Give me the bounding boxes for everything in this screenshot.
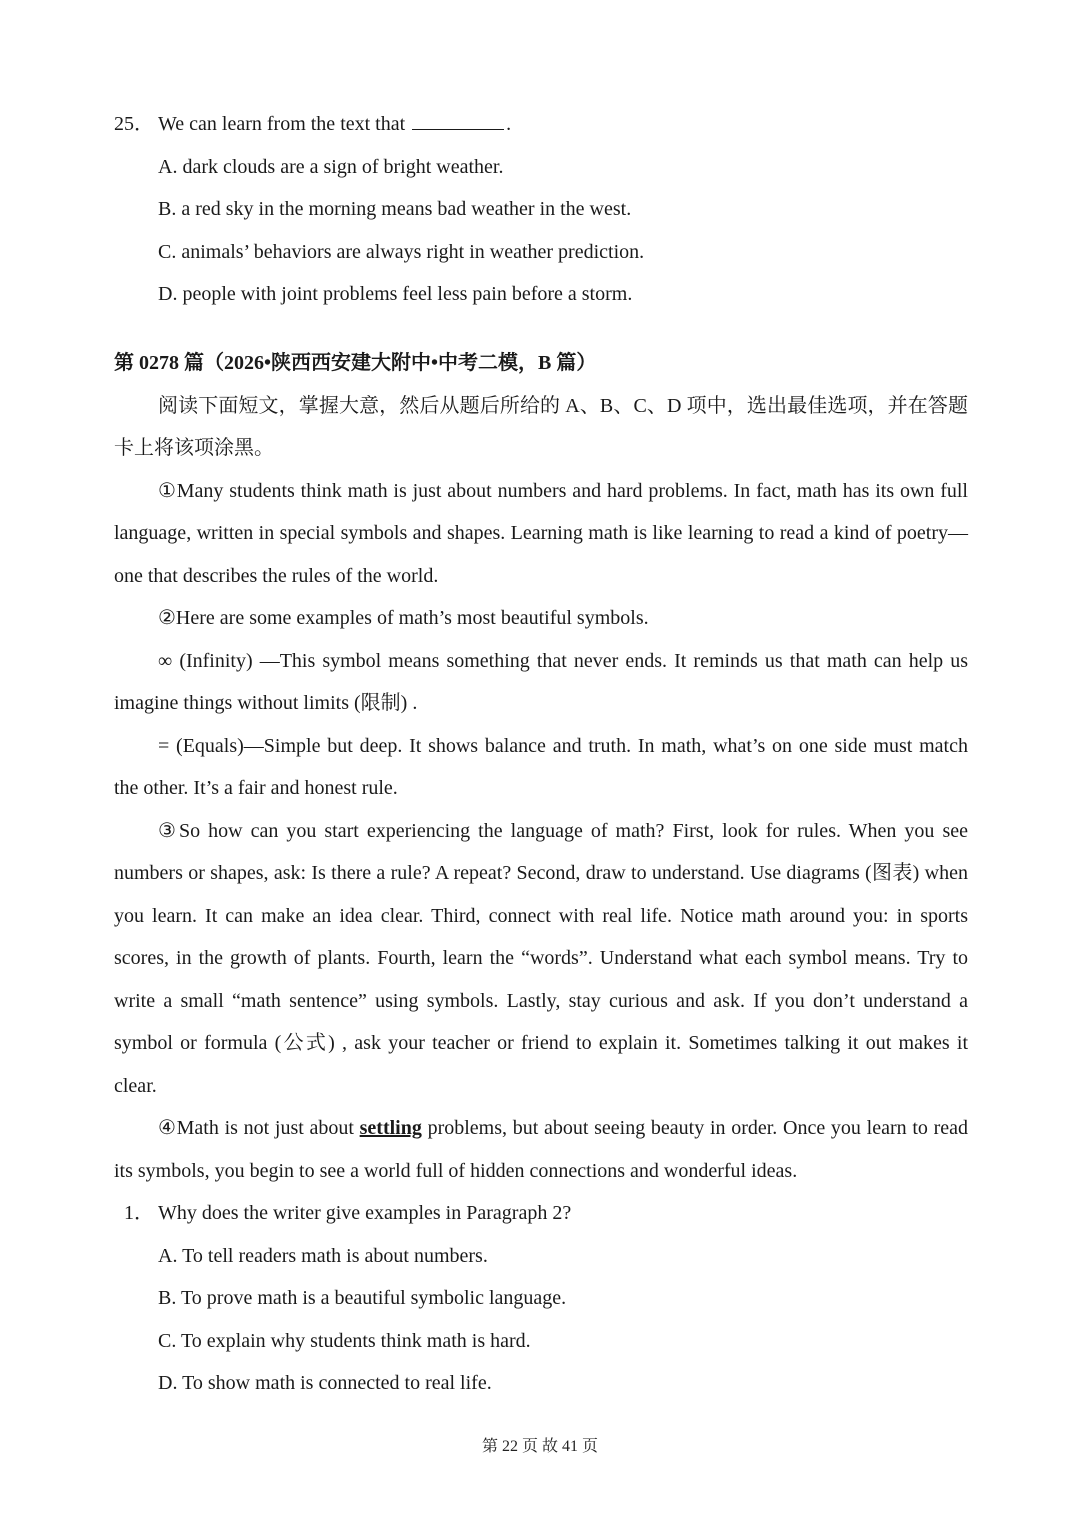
question-number: 25．	[114, 113, 154, 135]
option-a: A. dark clouds are a sign of bright weather.	[158, 155, 504, 178]
option-b: B. a red sky in the morning means bad weather in the west.	[158, 198, 632, 220]
paragraph-infinity: ∞ (Infinity) —This symbol means something that never ends. It reminds us that math can help us imagine things without limits (限制) .	[114, 649, 968, 714]
question-text: We can learn from the text that	[158, 113, 406, 135]
option-c: C. animals’ behaviors are always right in weather prediction.	[158, 240, 645, 263]
section-heading: 第 0278 篇（2026•陕西西安建大附中•中考二模，B 篇）	[114, 352, 597, 374]
question-25-stem	[114, 103, 968, 146]
question-25	[114, 103, 968, 316]
paragraph-1: ①Many students think math is just about numbers and hard problems. In fact, math has its own full language, written in special symbols and shapes. Learning math is like learning to read a kind of poetry—one that describes the rules of the world.	[114, 479, 968, 587]
option-a: A. To tell readers math is about numbers.	[158, 1244, 488, 1267]
option-d: D. To show math is connected to real life.	[158, 1372, 492, 1394]
reading-section	[114, 342, 968, 1405]
page-footer: 第 22 页 故 41 页	[481, 1438, 598, 1455]
paragraph-4-start: ④Math is not just about	[158, 1117, 360, 1139]
paragraph-4	[114, 1107, 968, 1192]
question-number: 1．	[124, 1202, 154, 1224]
paragraph-3: ③So how can you start experiencing the language of math? First, look for rules. When you see numbers or shapes, ask: Is there a rule? A repeat? Second, draw to understand. Use diagrams (图表) when you learn. It can make an idea clear. Third, connect with real life. Notice math around you: in sports scores, in the growth of plants. Fourth, learn the “words”. Understand what each symbol means. Try to write a small “math sentence” using symbols. Lastly, stay curious and ask. If you don’t understand a symbol or formula (公式) , ask your teacher or friend to explain it. Sometimes talking it out makes it clear.	[114, 819, 968, 1097]
question-1-stem	[124, 1192, 968, 1235]
option-b: B. To prove math is a beautiful symbolic language.	[158, 1287, 567, 1309]
underlined-word: settling	[359, 1117, 422, 1139]
question-end: .	[506, 113, 512, 135]
question-1	[114, 1192, 968, 1405]
answer-blank	[412, 109, 504, 130]
option-d: D. people with joint problems feel less pain before a storm.	[158, 283, 633, 305]
paragraph-equals: = (Equals)—Simple but deep. It shows balance and truth. In math, what’s on one side must match the other. It’s a fair and honest rule.	[114, 734, 968, 799]
option-c: C. To explain why students think math is hard.	[158, 1329, 531, 1352]
question-text: Why does the writer give examples in Paragraph 2?	[158, 1202, 572, 1224]
paragraph-2: ②Here are some examples of math’s most beautiful symbols.	[158, 607, 649, 629]
paragraph-4-end: problems, but about seeing beauty in order. Once you learn to read its symbols, you begin to see a world full of hidden connections and wonderful ideas.	[114, 1117, 968, 1182]
section-instruction: 阅读下面短文，掌握大意，然后从题后所给的 A、B、C、D 项中，选出最佳选项，并在答题卡上将该项涂黑。	[114, 394, 968, 459]
